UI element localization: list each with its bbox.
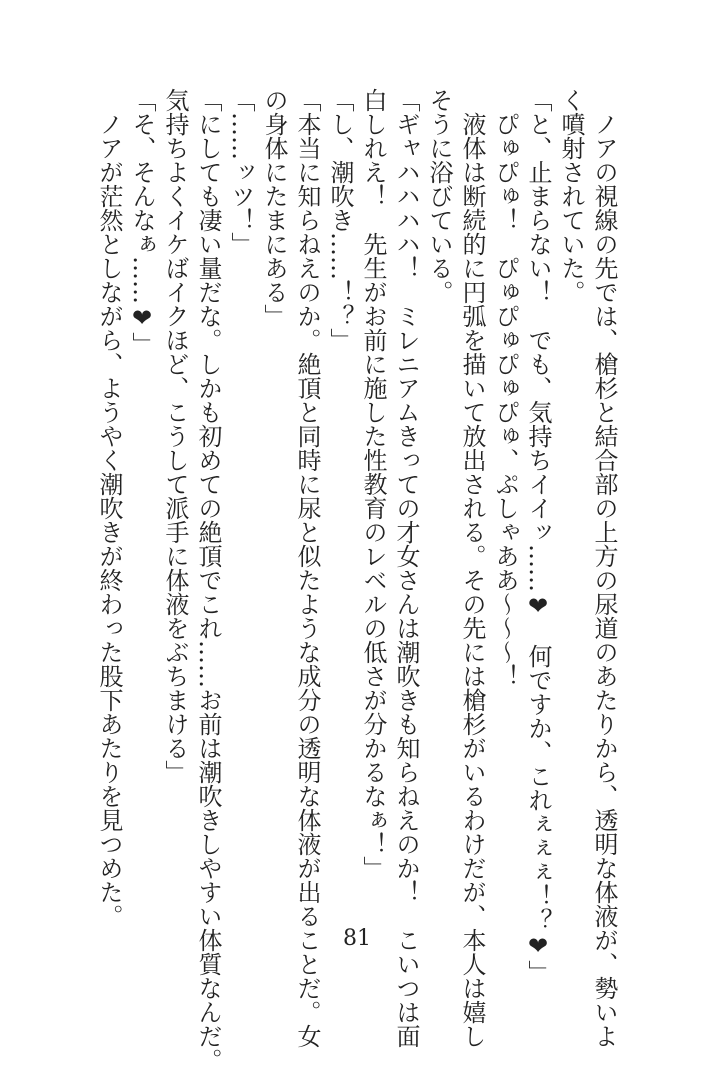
text-line: 「……ッツ！」 <box>227 88 255 256</box>
text-line: 液体は断続的に円弧を描いて放出される。その先には槍杉がいるわけだが、本人は嬉し <box>458 88 486 1048</box>
text-line: 「し、潮吹き……！？」 <box>326 88 354 352</box>
text-line: く噴射されていた。 <box>557 88 585 304</box>
text-line: 「ギャハハハハ！ ミレニアムきっての才女さんは潮吹きも知らねえのか！ こいつは面 <box>392 88 420 1048</box>
text-line: ノアの視線の先では、槍杉と結合部の上方の尿道のあたりから、透明な体液が、勢いよ <box>590 88 618 1048</box>
text-line: 「そ、そんなぁ……❤」 <box>128 88 156 356</box>
text-line: ノアが茫然としながら、ようやく潮吹きが終わった股下あたりを見つめた。 <box>95 88 123 928</box>
text-line: の身体にたまにある」 <box>260 88 288 328</box>
text-line: ぴゅぴゅ！ ぴゅぴゅぴゅぴゅ、ぷしゃああ〜〜〜！ <box>491 88 519 688</box>
text-line: 「本当に知らねえのか。絶頂と同時に尿と似たような成分の透明な体液が出ることだ。女 <box>293 88 321 1048</box>
text-line: 気持ちよくイケばイクほど、こうして派手に体液をぶちまける」 <box>161 88 189 784</box>
page-number: 81 <box>343 926 371 951</box>
text-line: 「にしても凄い量だな。しかも初めての絶頂でこれ……お前は潮吹きしやすい体質なんだ。 <box>194 88 222 1072</box>
text-line: 「と、止まらない！ でも、気持ちイイッ……❤ 何ですか、これぇぇぇ！？❤」 <box>524 88 552 984</box>
text-line: 白しれえ！ 先生がお前に施した性教育のレベルの低さが分かるなぁ！」 <box>359 88 387 880</box>
text-line: そうに浴びている。 <box>425 88 453 304</box>
